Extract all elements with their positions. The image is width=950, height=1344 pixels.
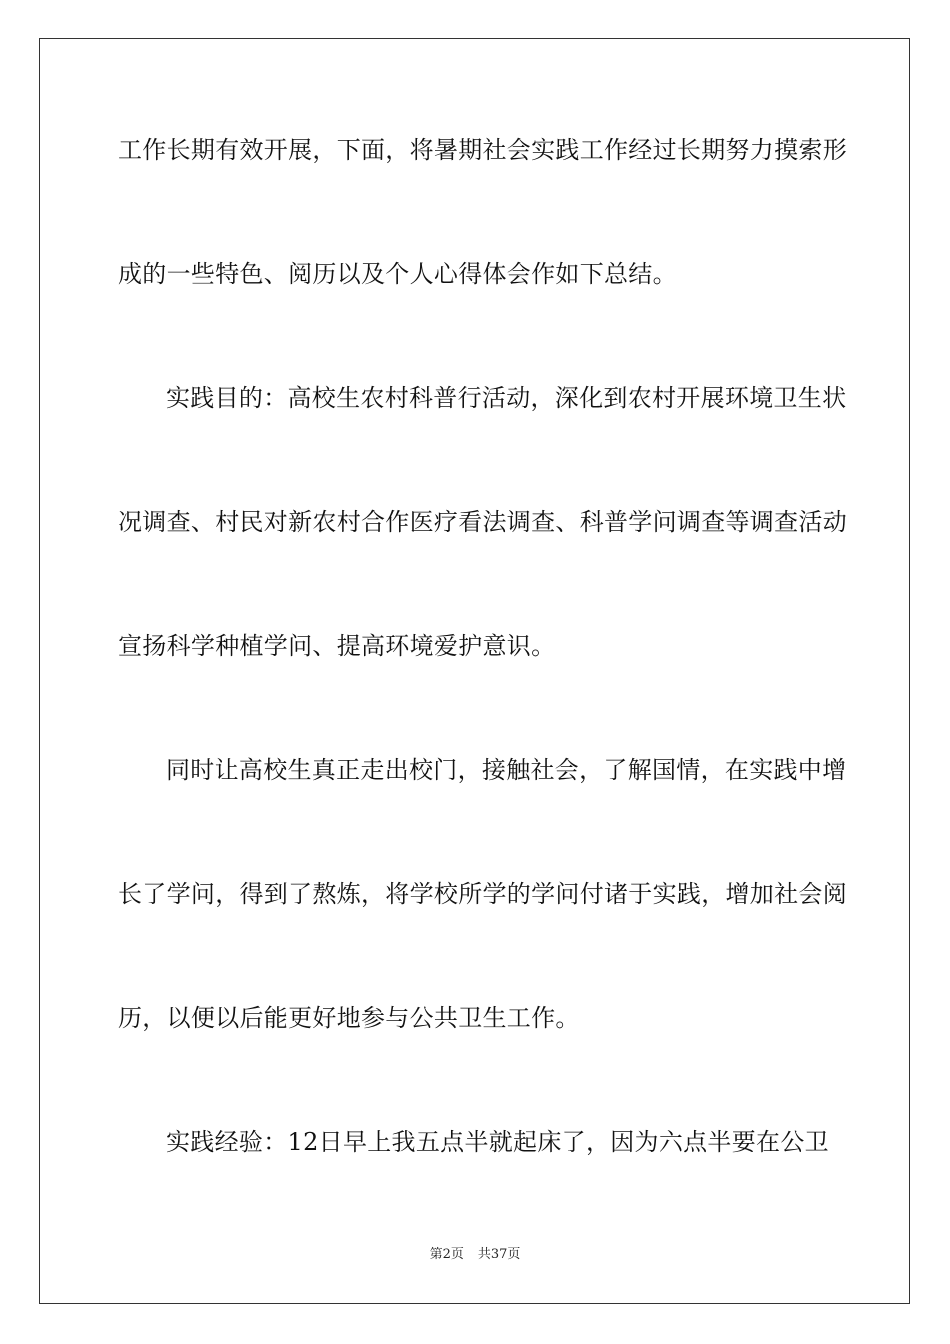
- text-line: 宣扬科学种植学问、提高环境爱护意识。: [118, 632, 556, 660]
- text-line: 成的一些特色、阅历以及个人心得体会作如下总结。: [118, 260, 677, 288]
- text-line: 况调查、村民对新农村合作医疗看法调查、科普学问调查等调查活动: [118, 508, 847, 536]
- page-number: 第2页: [429, 1247, 464, 1262]
- text-line: 同时让高校生真正走出校门，接触社会，了解国情，在实践中增: [166, 756, 847, 784]
- page-total: 共37页: [477, 1247, 521, 1262]
- page-footer: [0, 1246, 950, 1264]
- text-line: 实践经验：12日早上我五点半就起床了，因为六点半要在公卫: [166, 1128, 829, 1156]
- text-line: 实践目的：高校生农村科普行活动，深化到农村开展环境卫生状: [166, 384, 847, 412]
- text-line: 历，以便以后能更好地参与公共卫生工作。: [118, 1004, 580, 1032]
- text-line: 工作长期有效开展，下面，将暑期社会实践工作经过长期努力摸索形: [118, 136, 847, 164]
- page-border: [39, 38, 910, 1304]
- text-line: 长了学问，得到了熬炼，将学校所学的学问付诸于实践，增加社会阅: [118, 880, 847, 908]
